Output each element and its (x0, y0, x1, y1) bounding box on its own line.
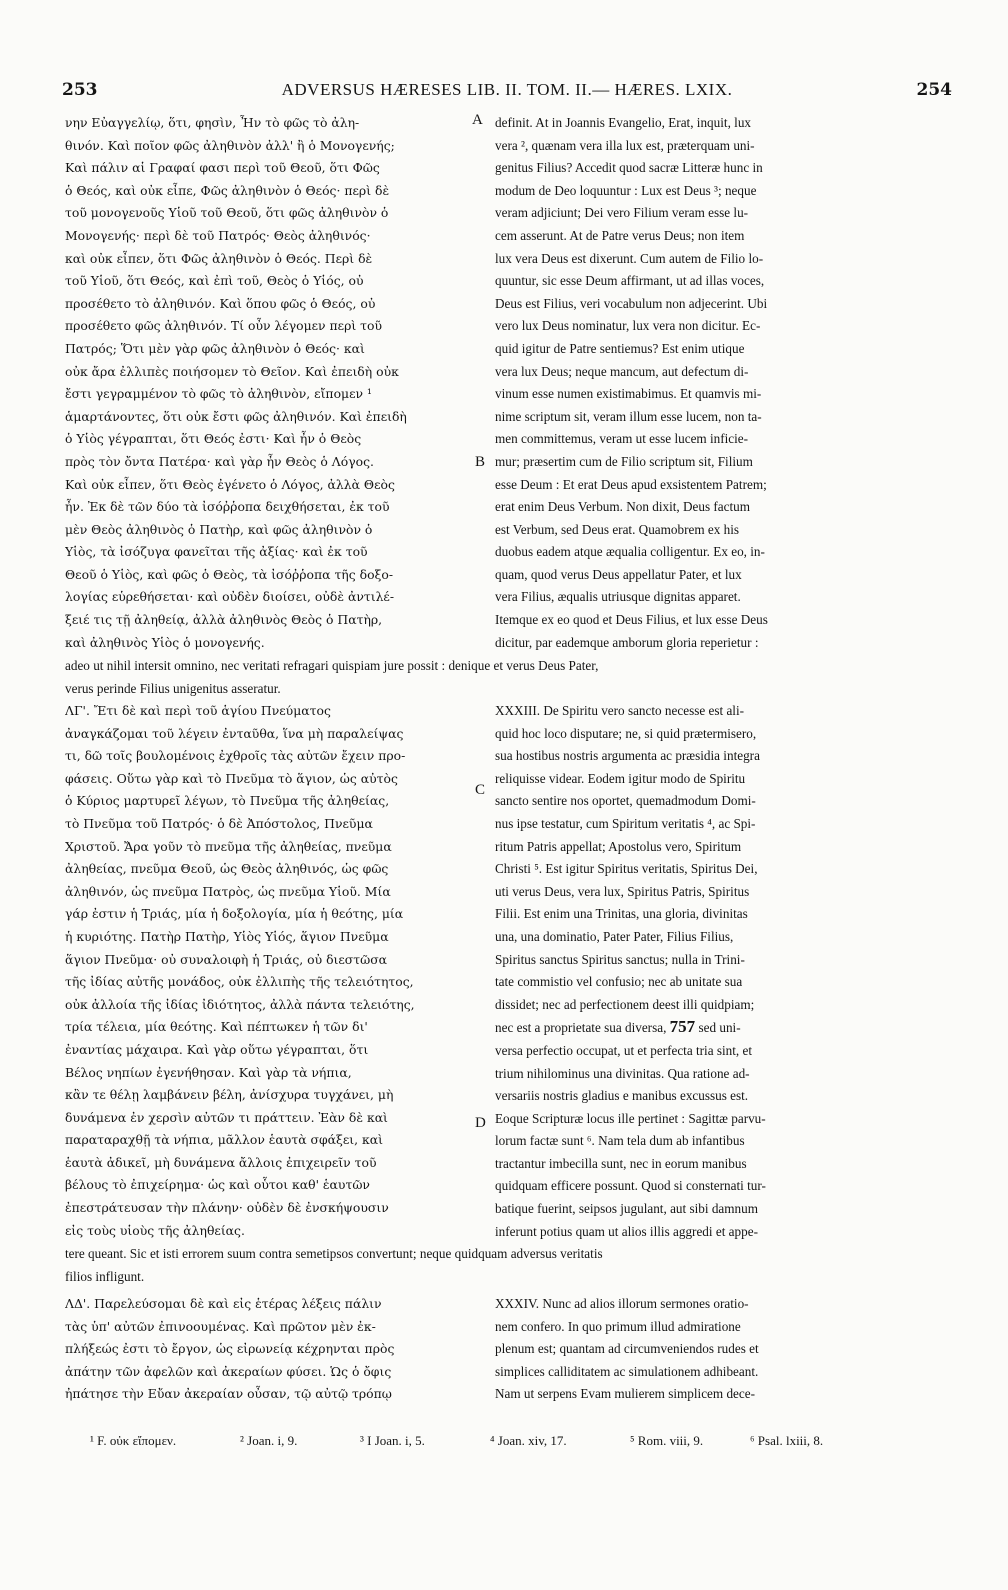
text-line: lux vera Deus est dixerunt. Cum autem de Filio lo- (495, 250, 764, 266)
text-line: tractantur imbecilla sunt, nec in eorum manibus (495, 1155, 747, 1171)
section-marker-c: C (475, 782, 486, 798)
text-line: τὰς ὑπ' αὐτῶν ἐπινοουμένας. Καὶ πρῶτον μὲν ἐκ- (65, 1318, 376, 1334)
text-line: duobus eadem atque æqualia colligentur. Ex eo, in- (495, 544, 765, 560)
text-line: ἀπάτην τῶν ἀφελῶν καὶ ἀκεραίων φύσει. Ὡς ὁ ὄφις (65, 1363, 392, 1379)
text-line: Itemque ex eo quod et Deus Filius, et lux esse Deus (495, 612, 768, 628)
text-line: ὁ Κύριος μαρτυρεῖ λέγων, τὸ Πνεῦμα τῆς ἀληθείας, (65, 793, 390, 809)
text-line: men committemus, veram ut esse lucem inficie- (495, 431, 749, 447)
text-line: mur; præsertim cum de Filio scriptum sit, Filium (495, 453, 753, 469)
text-line: ΛΔ'. Παρελεύσομαι δὲ καὶ εἰς ἑτέρας λέξεις πάλιν (65, 1296, 382, 1311)
text-line: quidquam efficere possunt. Quod si consternati tur- (495, 1178, 766, 1194)
text-line: τῆς ἰδίας αὐτῆς μονάδος, οὐκ ἐλλιπὴς τῆς τελειότητος, (65, 974, 414, 990)
text-line: ἦν. Ἐκ δὲ τῶν δύο τὰ ἰσόῤῥοπα δειχθήσεται, ἐκ τοῦ (65, 499, 390, 515)
footnote: ⁴ Joan. xiv, 17. (490, 1433, 567, 1448)
text-line: ἡ κυριότης. Πατὴρ Πατὴρ, Υἱὸς Υἱός, ἅγιον Πνεῦμα (65, 928, 389, 944)
text-line: Καὶ πάλιν αἱ Γραφαί φασι περὶ τοῦ Θεοῦ, ὅτι Φῶς (65, 160, 380, 176)
text-line: πλήξεώς ἐστι τὸ ἔργον, ὡς εἰρωνείᾳ κέχρηνται πρὸς (65, 1341, 395, 1357)
text-line: filios infligunt. (65, 1268, 145, 1284)
text-line: ξειέ τις τῇ ἀληθείᾳ, ἀλλὰ ἀληθινὸς Θεὸς ὁ Πατὴρ, (65, 612, 383, 628)
text-line: cem asserunt. At de Patre verus Deus; non item (495, 227, 745, 243)
text-line: genitus Filius? Accedit quod sacræ Litteræ hunc in (495, 160, 763, 176)
text-line: Eoque Scripturæ locus ille pertinet : Sagittæ parvu- (495, 1110, 766, 1126)
section-marker-d: D (475, 1115, 486, 1131)
text-line (495, 1016, 895, 1040)
text-line: ἀναγκάζομαι τοῦ λέγειν ἐνταῦθα, ἵνα μὴ παραλείψας (65, 725, 404, 741)
text-line: quam, quod verus Deus appellatur Pater, et lux (495, 566, 742, 582)
text-line: τὸ Πνεῦμα τοῦ Πατρός· ὁ δὲ Ἀπόστολος, Πνεῦμα (65, 815, 373, 831)
full-width-block-1 (65, 655, 895, 700)
text-line: δυνάμενα ἐν χερσὶν αὐτῶν τι πράττειν. Ἐὰν δὲ καὶ (65, 1109, 388, 1125)
text-line: Πατρός; Ὅτι μὲν γὰρ φῶς ἀληθινὸν ὁ Θεός· καὶ (65, 340, 365, 356)
text-line: Υἱὸς, τὰ ἰσόζυγα φανεῖται τῆς ἀξίας· καὶ ἐκ τοῦ (65, 544, 368, 560)
text-line: οὐκ ἀλλοία τῆς ἰδίας ἰδιότητος, ἀλλὰ πάντα τελειότης, (65, 996, 415, 1012)
text-line: vero lux Deus nominatur, lux vera non dicitur. Ec- (495, 318, 761, 334)
text-line: νην Εὐαγγελίῳ, ὅτι, φησὶν, Ἦν τὸ φῶς τὸ ἀλη- (65, 115, 360, 130)
text-line: tere queant. Sic et isti errorem suum contra semetipsos convertunt; neque quidquam adversus veritatis (65, 1246, 603, 1261)
column-page-number: 757 (669, 1017, 696, 1037)
text-line: ἐναντίας μάχαιρα. Καὶ γὰρ οὕτω γέγραπται, ὅτι (65, 1041, 369, 1057)
latin-column-block-3 (495, 1293, 895, 1406)
greek-column-block-1 (65, 112, 470, 654)
text-line: Deus est Filius, veri vocabulum non adjecerint. Ubi (495, 295, 768, 311)
running-header (62, 80, 952, 104)
text-line: Χριστοῦ. Ἄρα γοῦν τὸ πνεῦμα τῆς ἀληθείας, πνεῦμα (65, 838, 392, 854)
text-line: nus ipse testatur, cum Spiritum veritatis ⁴, ac Spi- (495, 815, 756, 831)
text-line: Christi ⁵. Est igitur Spiritus veritatis, Spiritus Dei, (495, 861, 758, 877)
text-line: lorum factæ sunt ⁶. Nam tela dum ab infantibus (495, 1133, 745, 1149)
text-line: quid hoc loco disputare; ne, si quid prætermisero, (495, 725, 757, 741)
text-line: ἀληθείας, πνεῦμα Θεοῦ, ὡς Θεὸς ἀληθινός, ὡς φῶς (65, 861, 389, 877)
text-line: Filii. Est enim una Trinitas, una gloria, divinitas (495, 906, 748, 922)
page-number-right: 254 (916, 80, 952, 100)
text-line: modum de Deo loquuntur : Lux est Deus ³; neque (495, 182, 757, 198)
text-line: definit. At in Joannis Evangelio, Erat, inquit, lux (495, 115, 752, 130)
text-line: quuntur, sic esse Deum affirmant, ut ad illas voces, (495, 273, 765, 289)
text-line: inferunt potius quam ut alios illis aggredi et appe- (495, 1223, 758, 1239)
text-line: φάσεις. Οὕτω γὰρ καὶ τὸ Πνεῦμα τὸ ἅγιον, ὡς αὐτὸς (65, 770, 398, 786)
section-marker-a: A (472, 112, 483, 128)
text-line: vinum esse numen existimabimus. Et quamvis mi- (495, 386, 762, 402)
text-line: εἰς τοὺς υἱοὺς τῆς ἀληθείας. (65, 1222, 245, 1238)
text-line: ΛΓ'. Ἔτι δὲ καὶ περὶ τοῦ ἁγίου Πνεύματος (65, 703, 331, 718)
text-line: προσέθετο τὸ ἀληθινόν. Καὶ ὅπου φῶς ὁ Θεός, οὐ (65, 295, 376, 311)
text-line: vera ², quænam vera illa lux est, præterquam uni- (495, 137, 755, 153)
section-marker-b: B (475, 454, 486, 470)
footnotes (90, 1433, 920, 1449)
text-line: ἐπεστράτευσαν τὴν πλάνην· οὐδὲν δὲ ἐνσκήψουσιν (65, 1200, 389, 1216)
text-line: simplices calliditatem ac simulationem adhibeant. (495, 1363, 759, 1379)
text-line: erat enim Deus Verbum. Non dixit, Deus factum (495, 499, 751, 515)
text-line: καὶ ἀληθινὸς Υἱὸς ὁ μονογενής. (65, 634, 265, 650)
footnote: ⁶ Psal. lxiii, 8. (750, 1433, 824, 1448)
text-line: τρία τέλεια, μία θεότης. Καὶ πέπτωκεν ἡ τῶν δι' (65, 1019, 368, 1035)
text-line: ὁ Υἱὸς γέγραπται, ὅτι Θεός ἐστι· Καὶ ἦν ὁ Θεὸς (65, 431, 362, 447)
text-line: tate commistio vel confusio; nec ab unitate sua (495, 974, 743, 990)
text-line: τοῦ Υἱοῦ, ὅτι Θεός, καὶ ἐπὶ τοῦ, Θεὸς ὁ Υἱός, οὐ (65, 273, 364, 289)
text-line: οὐκ ἄρα ἐλλιπὲς ποιήσομεν τὸ Θεῖον. Καὶ ἐπειδὴ οὐκ (65, 363, 399, 379)
text-line: uti verus Deus, vera lux, Spiritus Patris, Spiritus (495, 883, 750, 899)
text-line: est Verbum, sed Deus erat. Quamobrem ex his (495, 521, 740, 537)
text-line: reliquisse videar. Eodem igitur modo de Spiritu (495, 770, 746, 786)
text-line: sancto sentire nos oportet, quemadmodum Domi- (495, 793, 756, 809)
text-line: Nam ut serpens Evam mulierem simplicem dece- (495, 1386, 756, 1402)
text-line: παραταραχθῇ τὰ νήπια, μᾶλλον ἑαυτὰ σφάξει, καὶ (65, 1132, 383, 1148)
text-line: ritum Patris appellat; Apostolus vero, Spiritum (495, 838, 742, 854)
text-line: καὶ οὐκ εἶπεν, ὅτι Φῶς ἀληθινὸν ὁ Θεός. Περὶ δὲ (65, 250, 373, 266)
text-line: sua hostibus nostris argumenta ac præsidia integra (495, 748, 760, 764)
text-line: batique fuerint, seipsos jugulant, aut sibi damnum (495, 1201, 758, 1217)
text-line: adeo ut nihil intersit omnino, nec veritati refragari quispiam jure possit : denique et verus Deus Pater, (65, 658, 599, 673)
footnote: ² Joan. i, 9. (240, 1433, 298, 1448)
greek-column-block-2 (65, 700, 470, 1242)
text-line: nime scriptum sit, veram illum esse lucem, non ta- (495, 408, 762, 424)
text-line: γάρ ἐστιν ἡ Τριάς, μία ἡ δοξολογία, μία ἡ θεότης, μία (65, 906, 404, 922)
text-line: quid igitur de Patre sentiemus? Est enim utique (495, 340, 745, 356)
footnote: ³ I Joan. i, 5. (360, 1433, 425, 1448)
text-line: μὲν Θεὸς ἀληθινὸς ὁ Πατὴρ, καὶ φῶς ἀληθινὸν ὁ (65, 521, 373, 537)
text-line: τοῦ μονογενοῦς Υἱοῦ τοῦ Θεοῦ, ὅτι φῶς ἀληθινὸν ὁ (65, 205, 389, 221)
latin-column-block-2 (495, 700, 895, 1243)
text-line: Spiritus sanctus Spiritus sanctus; nulla in Trini- (495, 951, 745, 967)
text-line: βέλους τὸ ἐπιχείρημα· ὡς καὶ οὗτοι καθ' ἑαυτῶν (65, 1177, 370, 1193)
text-line: ἠπάτησε τὴν Εὔαν ἀκεραίαν οὖσαν, τῷ αὐτῷ τρόπῳ (65, 1386, 392, 1402)
text-line: Βέλος νηπίων ἐγενήθησαν. Καὶ γὰρ τὰ νήπια, (65, 1064, 352, 1080)
text-line: κἂν τε θέλῃ λαμβάνειν βέλη, ἀνίσχυρα τυγχάνει, μὴ (65, 1087, 394, 1103)
text-line: vera Filius, æqualis utriusque dignitas apparet. (495, 589, 741, 605)
text-line: προσέθετο φῶς ἀληθινόν. Τί οὖν λέγομεν περὶ τοῦ (65, 318, 383, 334)
text-line: esse Deum : Et erat Deus apud exsistentem Patrem; (495, 476, 767, 492)
text-line: λογίας εὑρεθήσεται· καὶ οὐδὲν διοίσει, οὐδὲ ἀντιλέ- (65, 589, 395, 605)
text-line: ἅγιον Πνεῦμα· οὐ συναλοιφὴ ἡ Τριάς, οὐ διεστῶσα (65, 951, 388, 967)
text-line: τι, δῶ τοῖς βουλομένοις ἐχθροῖς τὰς αὐτῶν ἔχειν προ- (65, 748, 406, 764)
text-line-segment: nec est a proprietate sua diversa, (495, 1020, 670, 1036)
text-line: dicitur, par eademque amborum gloria reperietur : (495, 634, 759, 650)
text-line: πρὸς τὸν ὄντα Πατέρα· καὶ γὰρ ἦν Θεὸς ὁ Λόγος. (65, 453, 374, 469)
text-line: vera lux Deus; neque mancum, aut defectum di- (495, 363, 749, 379)
page-number-left: 253 (62, 80, 98, 100)
text-line: ἀληθινόν, ὡς πνεῦμα Πατρὸς, ὡς πνεῦμα Υἱοῦ. Μία (65, 883, 391, 899)
text-line: XXXIII. De Spiritu vero sancto necesse est ali- (495, 703, 745, 718)
full-width-block-2 (65, 1243, 895, 1288)
footnote: ¹ F. οὐκ εἴπομεν. (90, 1433, 177, 1448)
text-line: versa perfectio occupat, ut et perfecta tria sint, et (495, 1042, 753, 1058)
footnote: ⁵ Rom. viii, 9. (630, 1433, 704, 1448)
text-line: Καὶ οὐκ εἶπεν, ὅτι Θεὸς ἐγένετο ὁ Λόγος, ἀλλὰ Θεὸς (65, 476, 395, 492)
text-line: ὁ Θεός, καὶ οὐκ εἶπε, Φῶς ἀληθινὸν ὁ Θεός· περὶ δὲ (65, 182, 390, 198)
text-line: ἑαυτὰ ἀδικεῖ, μὴ δυνάμενα ἄλλοις ἐπιχειρεῖν τοῦ (65, 1154, 377, 1170)
text-line: ἔστι γεγραμμένον τὸ φῶς τὸ ἀληθινὸν, εἴπομεν ¹ (65, 386, 372, 402)
text-line: θινόν. Καὶ ποῖον φῶς ἀληθινὸν ἀλλ' ἢ ὁ Μονογενής; (65, 137, 395, 153)
text-line: nem confero. In quo primum illud admiratione (495, 1318, 741, 1334)
greek-column-block-3 (65, 1293, 470, 1406)
text-line: Μονογενής· περὶ δὲ τοῦ Πατρός· Θεὸς ἀληθινός· (65, 227, 371, 243)
text-line: XXXIV. Nunc ad alios illorum sermones oratio- (495, 1296, 749, 1311)
running-title: ADVERSUS HÆRESES LIB. II. TOM. II.— HÆRES. LXIX. (281, 80, 733, 99)
text-line: dissidet; nec ad perfectionem deest illi quidpiam; (495, 996, 755, 1012)
text-line-segment: sed uni- (695, 1020, 741, 1036)
text-line: veram adjiciunt; Dei vero Filium veram esse lu- (495, 205, 749, 221)
text-line: Θεοῦ ὁ Υἱὸς, καὶ φῶς ὁ Θεὸς, τὰ ἰσόῤῥοπα τῆς δοξο- (65, 566, 394, 582)
text-line: una, una dominatio, Pater Pater, Filius Filius, (495, 928, 734, 944)
latin-column-block-1 (495, 112, 895, 654)
text-line: verus perinde Filius unigenitus asseratur. (65, 680, 281, 696)
text-line: versariis nostris gladius e manibus excussus est. (495, 1088, 749, 1104)
text-line: trium nihilominus una divinitas. Qua ratione ad- (495, 1065, 750, 1081)
text-line: ἁμαρτάνοντες, ὅτι οὐκ ἔστι φῶς ἀληθινόν. Καὶ ἐπειδὴ (65, 408, 407, 424)
text-line: plenum est; quantam ad circumveniendos rudes et (495, 1341, 759, 1357)
